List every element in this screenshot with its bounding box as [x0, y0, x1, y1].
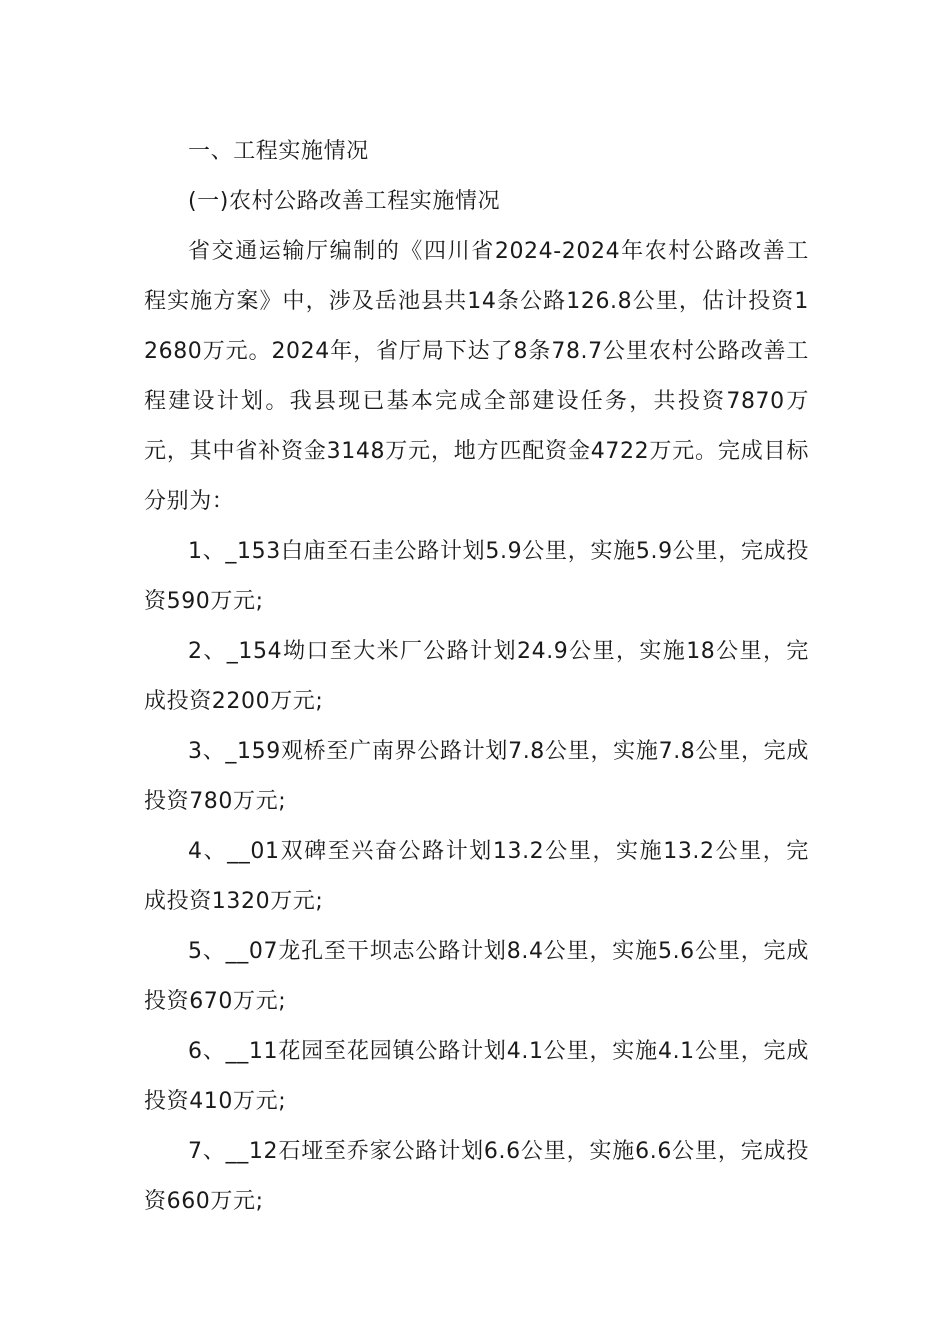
section-heading: 一、工程实施情况: [188, 139, 369, 164]
list-item: 3、_159观桥至广南界公路计划7.8公里，实施7.8公里，完成投资780万元;: [144, 739, 809, 814]
subsection-heading: (一)农村公路改善工程实施情况: [188, 189, 501, 214]
list-item: 7、__12石垭至乔家公路计划6.6公里，实施6.6公里，完成投资660万元;: [144, 1139, 809, 1214]
list-item: 1、_153白庙至石圭公路计划5.9公里，实施5.9公里，完成投资590万元;: [144, 539, 809, 614]
list-item: 5、__07龙孔至干坝志公路计划8.4公里，实施5.6公里，完成投资670万元;: [144, 939, 809, 1014]
document-body: [144, 127, 809, 1227]
list-item: 2、_154坳口至大米厂公路计划24.9公里，实施18公里，完成投资2200万元;: [144, 639, 809, 714]
intro-paragraph: 省交通运输厅编制的《四川省2024-2024年农村公路改善工程实施方案》中，涉及岳池县共14条公路126.8公里，估计投资12680万元。2024年，省厅局下达了8条78.7公里农村公路改善工程建设计划。我县现已基本完成全部建设任务，共投资7870万元，其中省补资金3148万元，地方匹配资金4722万元。完成目标分别为：: [144, 239, 809, 514]
list-item: 6、__11花园至花园镇公路计划4.1公里，实施4.1公里，完成投资410万元;: [144, 1039, 809, 1114]
list-item: 4、__01双碑至兴奋公路计划13.2公里，实施13.2公里，完成投资1320万元;: [144, 839, 809, 914]
